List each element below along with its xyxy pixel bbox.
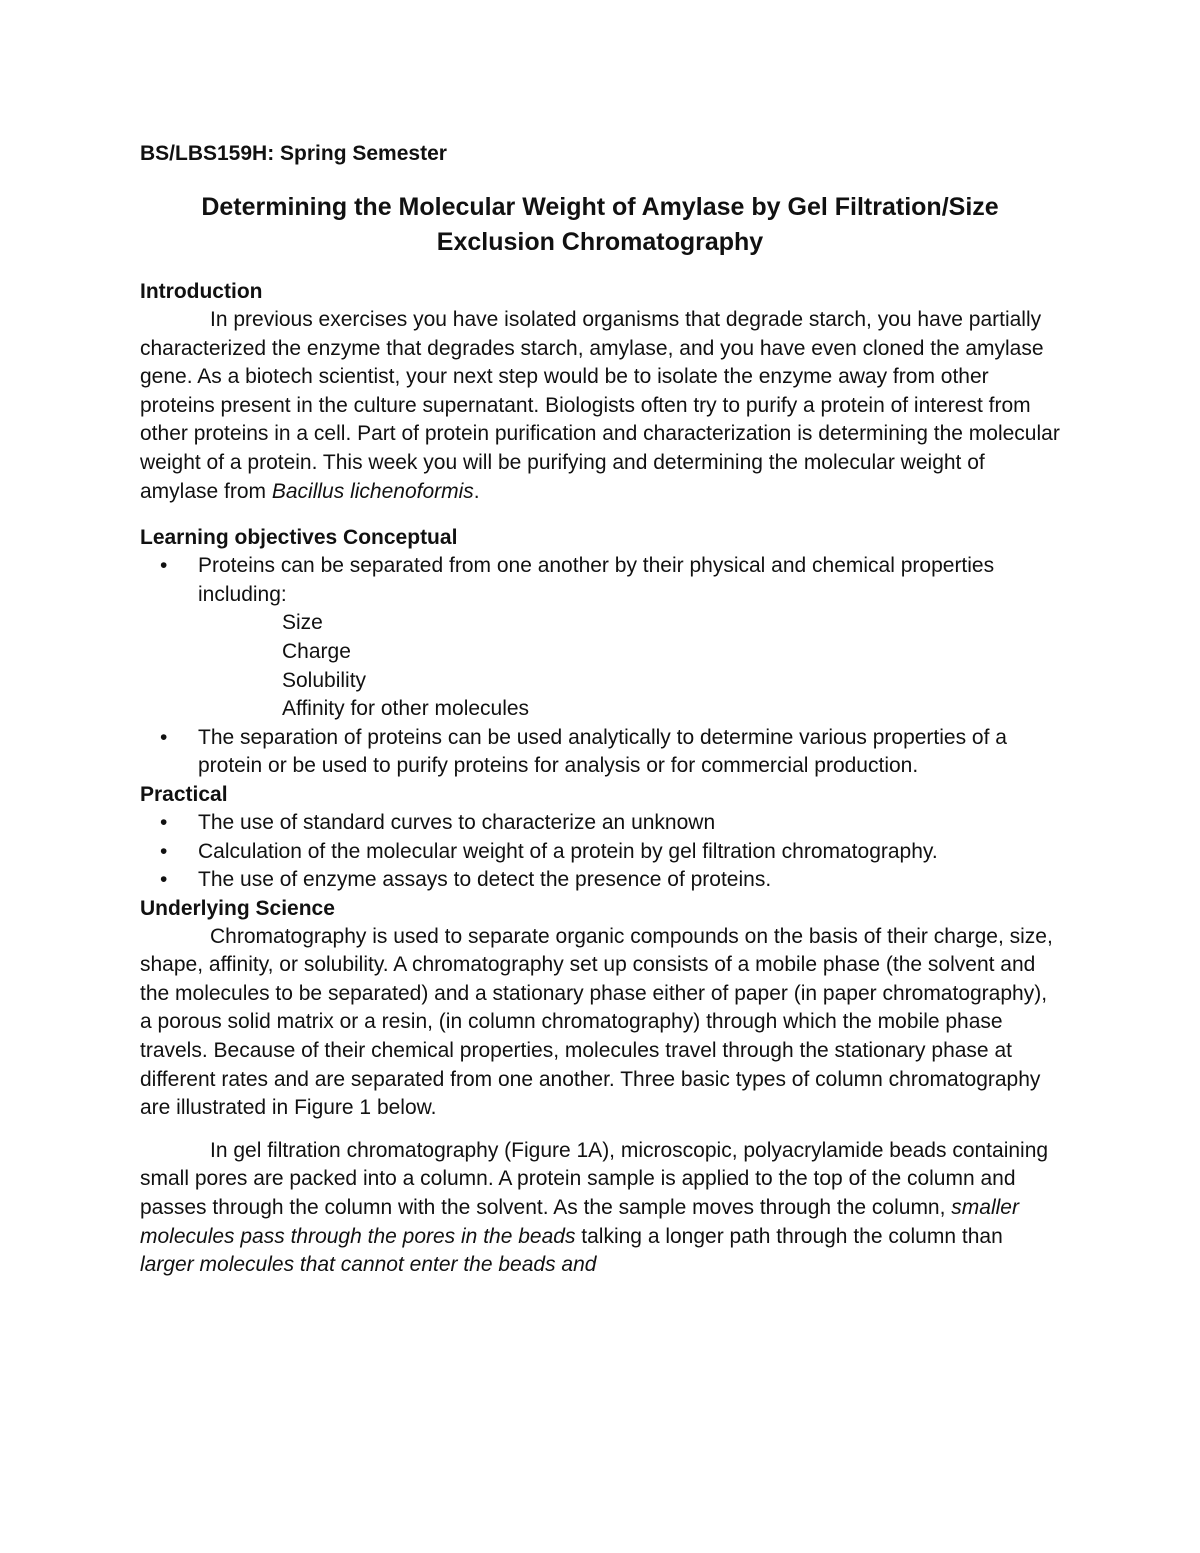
- species-name: Bacillus lichenoformis: [271, 479, 474, 503]
- list-item: [140, 838, 1060, 867]
- property-solubility: Solubility: [282, 668, 367, 692]
- title-line-2: Exclusion Chromatography: [436, 228, 764, 256]
- list-item: [140, 552, 1060, 724]
- property-size: Size: [282, 611, 323, 635]
- bullet-icon: •: [160, 868, 168, 892]
- list-item: [140, 809, 1060, 838]
- list-item: [140, 724, 1060, 781]
- document-page: [140, 138, 1060, 1280]
- list-item: [140, 866, 1060, 895]
- practical-text-2: Calculation of the molecular weight of a protein by gel filtration chromatography.: [198, 839, 938, 863]
- practical-heading: Practical: [140, 782, 228, 806]
- property-charge: Charge: [282, 639, 351, 663]
- science-paragraph-2: [140, 1137, 1060, 1280]
- document-title: [140, 190, 1060, 260]
- para2-mid: talking a longer path through the column than: [575, 1224, 1003, 1248]
- practical-list: [140, 809, 1060, 895]
- objectives-heading: Learning objectives Conceptual: [140, 526, 458, 550]
- introduction-paragraph: [140, 306, 1060, 506]
- bullet-icon: •: [160, 810, 168, 834]
- objective-text-1: Proteins can be separated from one another by their physical and chemical properties including:: [198, 554, 995, 606]
- introduction-heading: Introduction: [140, 280, 263, 303]
- objectives-list: [140, 552, 1060, 781]
- objective-text-2: The separation of proteins can be used analytically to determine various properties of a protein or be used to purify proteins for analysis or for commercial production.: [198, 725, 1007, 778]
- bullet-icon: •: [160, 839, 168, 863]
- course-header: BS/LBS159H: Spring Semester: [140, 142, 447, 165]
- property-affinity: Affinity for other molecules: [282, 697, 530, 721]
- introduction-text: In previous exercises you have isolated organisms that degrade starch, you have partially characterized the enzyme that degrades starch, amylase, and you have even cloned the amylase gene. As a biotech scientist, your next step would be to isolate the enzyme away from other proteins present in the culture supernatant. Biologists often try to purify a protein of interest from other proteins in a cell. Part of protein purification and characterization is determining the molecular weight of a protein. This week you will be purifying and determining the molecular weight of amylase from: [140, 308, 1060, 503]
- practical-text-1: The use of standard curves to characterize an unknown: [198, 810, 716, 834]
- science-heading: Underlying Science: [140, 896, 335, 920]
- para2-start: In gel filtration chromatography (Figure 1A), microscopic, polyacrylamide beads containing small pores are packed into a column. A protein sample is applied to the top of the column and passes through the column with the solvent. As the sample moves through the column,: [140, 1138, 1049, 1220]
- bullet-icon: •: [160, 725, 168, 749]
- bullet-icon: •: [160, 554, 168, 578]
- introduction-end: .: [473, 479, 480, 503]
- para2-italic-2: larger molecules that cannot enter the beads and: [140, 1253, 597, 1277]
- practical-text-3: The use of enzyme assays to detect the presence of proteins.: [198, 868, 772, 892]
- title-line-1: Determining the Molecular Weight of Amylase by Gel Filtration/Size: [201, 193, 999, 221]
- para2-italic-1: smaller molecules pass through the pores in the beads: [140, 1196, 1019, 1248]
- science-paragraph-1: Chromatography is used to separate organic compounds on the basis of their charge, size, shape, affinity, or solubility. A chromatography set up consists of a mobile phase (the solvent and the molecules to be separated) and a stationary phase either of paper (in paper chromatography), a porous solid matrix or a resin, (in column chromatography) through which the mobile phase travels. Because of their chemical properties, molecules travel through the stationary phase at different rates and are separated from one another. Three basic types of column chromatography are illustrated in Figure 1 below.: [140, 924, 1053, 1120]
